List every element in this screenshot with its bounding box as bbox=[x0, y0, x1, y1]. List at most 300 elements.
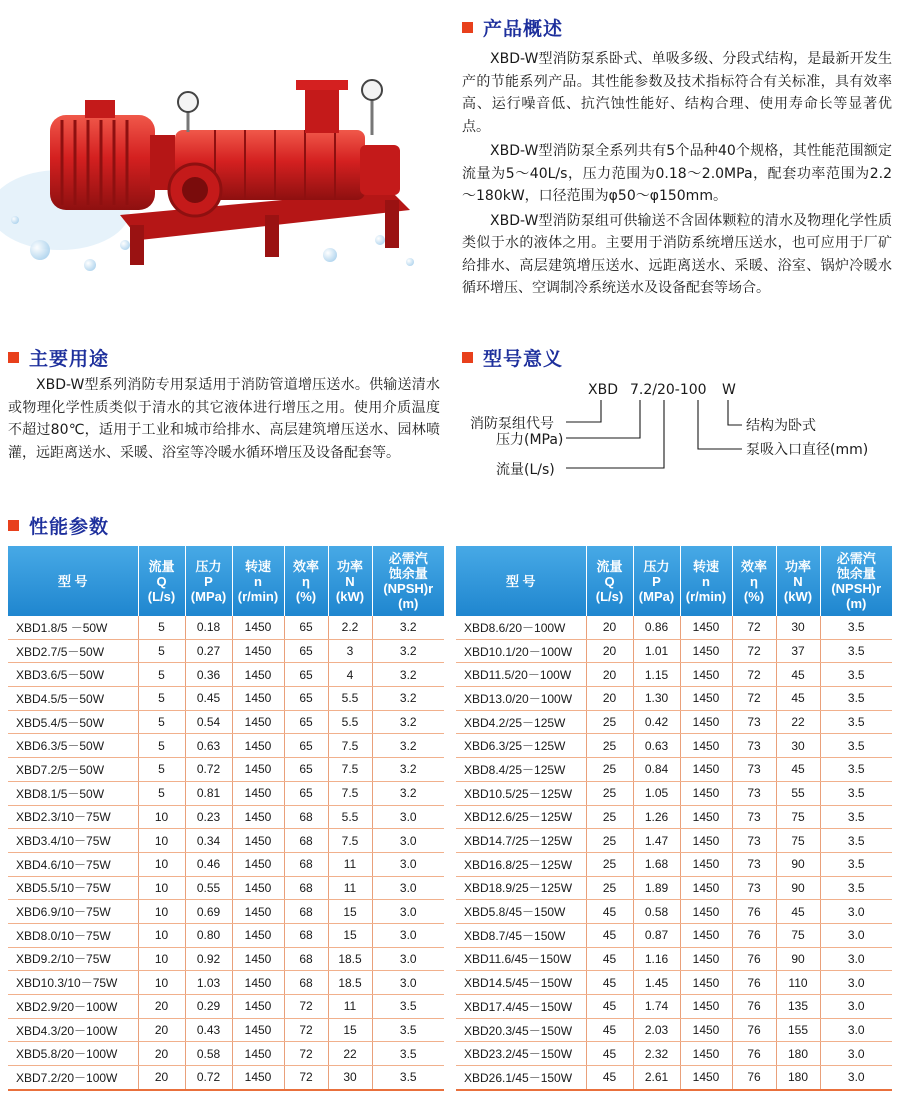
cell-model: XBD14.5/45－150W bbox=[456, 971, 586, 995]
header-line: 必需汽 bbox=[388, 551, 428, 566]
cell-speed: 1450 bbox=[680, 687, 732, 711]
cell-efficiency: 76 bbox=[732, 923, 776, 947]
table-row bbox=[456, 710, 892, 734]
header-line: (MPa) bbox=[638, 588, 675, 604]
cell-power: 155 bbox=[776, 1018, 820, 1042]
usage-title: 主要用途 bbox=[29, 347, 110, 370]
cell-speed: 1450 bbox=[232, 805, 284, 829]
cell-model: XBD8.7/45－150W bbox=[456, 923, 586, 947]
cell-efficiency: 73 bbox=[732, 781, 776, 805]
table-row bbox=[8, 852, 444, 876]
cell-speed: 1450 bbox=[232, 734, 284, 758]
cell-npsh: 3.2 bbox=[372, 710, 444, 734]
cell-model: XBD14.7/25－125W bbox=[456, 829, 586, 853]
header-efficiency bbox=[284, 546, 328, 616]
cell-power: 2.2 bbox=[328, 616, 372, 639]
performance-title: 性能参数 bbox=[29, 515, 110, 538]
cell-flow: 25 bbox=[586, 829, 633, 853]
header-pressure bbox=[185, 546, 232, 616]
cell-flow: 20 bbox=[586, 663, 633, 687]
header-line: N bbox=[793, 573, 803, 589]
cell-efficiency: 73 bbox=[732, 758, 776, 782]
performance-section bbox=[8, 512, 308, 538]
header-line: 效率 bbox=[740, 558, 767, 574]
model-meaning-heading bbox=[462, 344, 892, 370]
cell-power: 11 bbox=[328, 876, 372, 900]
header-efficiency bbox=[732, 546, 776, 616]
table-row bbox=[8, 1066, 444, 1090]
cell-power: 75 bbox=[776, 829, 820, 853]
cell-npsh: 3.0 bbox=[820, 995, 892, 1019]
cell-efficiency: 72 bbox=[732, 663, 776, 687]
cell-pressure: 0.84 bbox=[633, 758, 680, 782]
cell-efficiency: 68 bbox=[284, 900, 328, 924]
bullet-square-icon bbox=[462, 22, 473, 33]
cell-efficiency: 72 bbox=[732, 639, 776, 663]
cell-power: 90 bbox=[776, 947, 820, 971]
header-line: 蚀余量 bbox=[836, 566, 876, 581]
table-row bbox=[8, 971, 444, 995]
header-line: 转速 bbox=[692, 558, 719, 574]
cell-pressure: 0.27 bbox=[185, 639, 232, 663]
cell-npsh: 3.0 bbox=[820, 947, 892, 971]
cell-flow: 25 bbox=[586, 805, 633, 829]
cell-pressure: 0.81 bbox=[185, 781, 232, 805]
overview-paragraph: XBD-W型消防泵全系列共有5个品种40个规格，其性能范围额定流量为5～40L/s，压力范围为0.18～2.0MPa，配套功率范围为2.2～180kW，口径范围为φ50～φ150mm。 bbox=[462, 143, 892, 204]
cell-power: 11 bbox=[328, 852, 372, 876]
cell-efficiency: 76 bbox=[732, 1042, 776, 1066]
cell-pressure: 0.72 bbox=[185, 1066, 232, 1090]
cell-pressure: 0.29 bbox=[185, 995, 232, 1019]
code-structure: W bbox=[722, 382, 736, 398]
header-line: 必需汽 bbox=[836, 551, 876, 566]
bullet-square-icon bbox=[462, 352, 473, 363]
cell-flow: 5 bbox=[138, 639, 185, 663]
cell-flow: 45 bbox=[586, 1042, 633, 1066]
cell-model: XBD4.3/20－100W bbox=[8, 1018, 138, 1042]
table-row bbox=[8, 687, 444, 711]
cell-model: XBD6.3/25－125W bbox=[456, 734, 586, 758]
cell-speed: 1450 bbox=[232, 758, 284, 782]
cell-flow: 20 bbox=[138, 1042, 185, 1066]
cell-speed: 1450 bbox=[680, 852, 732, 876]
cell-flow: 25 bbox=[586, 876, 633, 900]
cell-speed: 1450 bbox=[680, 710, 732, 734]
table-row bbox=[8, 781, 444, 805]
cell-npsh: 3.5 bbox=[820, 616, 892, 639]
cell-model: XBD20.3/45－150W bbox=[456, 1018, 586, 1042]
header-line: (L/s) bbox=[147, 588, 176, 604]
cell-pressure: 0.63 bbox=[185, 734, 232, 758]
header-line: (kW) bbox=[783, 588, 813, 604]
table-row bbox=[8, 829, 444, 853]
cell-model: XBD3.4/10－75W bbox=[8, 829, 138, 853]
cell-speed: 1450 bbox=[680, 734, 732, 758]
header-line: 流量 bbox=[148, 558, 175, 574]
header-line: n bbox=[702, 573, 710, 589]
header-line: (NPSH)r bbox=[383, 581, 434, 596]
cell-npsh: 3.5 bbox=[372, 1042, 444, 1066]
cell-pressure: 0.45 bbox=[185, 687, 232, 711]
overview-heading bbox=[462, 14, 892, 40]
cell-model: XBD8.6/20－100W bbox=[456, 616, 586, 639]
cell-model: XBD3.6/5－50W bbox=[8, 663, 138, 687]
cell-npsh: 3.0 bbox=[372, 829, 444, 853]
cell-power: 45 bbox=[776, 900, 820, 924]
cell-efficiency: 65 bbox=[284, 616, 328, 639]
cell-speed: 1450 bbox=[232, 710, 284, 734]
cell-efficiency: 65 bbox=[284, 781, 328, 805]
cell-power: 37 bbox=[776, 639, 820, 663]
header-line: η bbox=[750, 573, 758, 589]
cell-efficiency: 65 bbox=[284, 639, 328, 663]
cell-efficiency: 68 bbox=[284, 971, 328, 995]
cell-model: XBD11.6/45－150W bbox=[456, 947, 586, 971]
cell-speed: 1450 bbox=[232, 1018, 284, 1042]
cell-model: XBD5.5/10－75W bbox=[8, 876, 138, 900]
cell-npsh: 3.0 bbox=[820, 1042, 892, 1066]
cell-flow: 10 bbox=[138, 876, 185, 900]
cell-flow: 45 bbox=[586, 1018, 633, 1042]
cell-speed: 1450 bbox=[232, 829, 284, 853]
cell-npsh: 3.5 bbox=[820, 876, 892, 900]
cell-flow: 45 bbox=[586, 947, 633, 971]
model-code-diagram bbox=[470, 378, 900, 488]
cell-power: 3 bbox=[328, 639, 372, 663]
table-row bbox=[8, 639, 444, 663]
cell-npsh: 3.5 bbox=[820, 758, 892, 782]
cell-flow: 20 bbox=[586, 639, 633, 663]
cell-speed: 1450 bbox=[232, 663, 284, 687]
cell-speed: 1450 bbox=[680, 900, 732, 924]
cell-pressure: 2.61 bbox=[633, 1066, 680, 1090]
cell-power: 7.5 bbox=[328, 781, 372, 805]
cell-npsh: 3.5 bbox=[820, 734, 892, 758]
cell-efficiency: 73 bbox=[732, 876, 776, 900]
cell-npsh: 3.0 bbox=[820, 923, 892, 947]
cell-pressure: 0.69 bbox=[185, 900, 232, 924]
header-line: (MPa) bbox=[190, 588, 227, 604]
cell-efficiency: 68 bbox=[284, 829, 328, 853]
label-flow: 流量(L/s) bbox=[496, 462, 555, 478]
cell-efficiency: 72 bbox=[732, 616, 776, 639]
cell-model: XBD1.8/5 －50W bbox=[8, 616, 138, 639]
cell-power: 4 bbox=[328, 663, 372, 687]
table-row bbox=[456, 829, 892, 853]
header-line: 压力 bbox=[643, 558, 670, 574]
cell-power: 45 bbox=[776, 663, 820, 687]
cell-flow: 20 bbox=[586, 616, 633, 639]
cell-efficiency: 68 bbox=[284, 852, 328, 876]
cell-speed: 1450 bbox=[680, 805, 732, 829]
cell-flow: 25 bbox=[586, 781, 633, 805]
cell-model: XBD16.8/25－125W bbox=[456, 852, 586, 876]
cell-efficiency: 76 bbox=[732, 900, 776, 924]
cell-speed: 1450 bbox=[232, 971, 284, 995]
header-line: 型 号 bbox=[57, 573, 88, 589]
table-row bbox=[8, 995, 444, 1019]
cell-model: XBD7.2/20－100W bbox=[8, 1066, 138, 1090]
cell-pressure: 1.15 bbox=[633, 663, 680, 687]
cell-model: XBD2.7/5－50W bbox=[8, 639, 138, 663]
cell-power: 30 bbox=[776, 616, 820, 639]
overview-paragraph: XBD-W型消防泵组可供输送不含固体颗粒的清水及物理化学性质类似于水的液体之用。主要用于消防系统增压送水，也可应用于厂矿给排水、高层建筑增压送水、远距离送水、采暖、浴室、锅炉冷暖水循环增压、空调制冷系统送水及设备配套等场合。 bbox=[462, 212, 892, 296]
table-row bbox=[8, 710, 444, 734]
bullet-square-icon bbox=[8, 352, 19, 363]
cell-power: 30 bbox=[328, 1066, 372, 1090]
header-line: η bbox=[302, 573, 310, 589]
cell-power: 135 bbox=[776, 995, 820, 1019]
cell-power: 180 bbox=[776, 1042, 820, 1066]
cell-pressure: 1.01 bbox=[633, 639, 680, 663]
header-line: 功率 bbox=[784, 558, 811, 574]
cell-speed: 1450 bbox=[232, 995, 284, 1019]
cell-pressure: 1.26 bbox=[633, 805, 680, 829]
code-spec: 7.2/20-100 bbox=[630, 382, 707, 398]
cell-speed: 1450 bbox=[232, 947, 284, 971]
cell-model: XBD11.5/20－100W bbox=[456, 663, 586, 687]
code-series: XBD bbox=[588, 382, 618, 398]
cell-npsh: 3.0 bbox=[372, 876, 444, 900]
overview-title: 产品概述 bbox=[483, 17, 564, 40]
cell-npsh: 3.5 bbox=[372, 995, 444, 1019]
header-line: 型 号 bbox=[505, 573, 536, 589]
cell-pressure: 0.43 bbox=[185, 1018, 232, 1042]
cell-efficiency: 68 bbox=[284, 923, 328, 947]
cell-speed: 1450 bbox=[680, 829, 732, 853]
cell-flow: 10 bbox=[138, 900, 185, 924]
table-row bbox=[8, 616, 444, 639]
cell-flow: 20 bbox=[586, 687, 633, 711]
cell-power: 30 bbox=[776, 734, 820, 758]
cell-efficiency: 73 bbox=[732, 829, 776, 853]
cell-pressure: 1.89 bbox=[633, 876, 680, 900]
cell-power: 15 bbox=[328, 923, 372, 947]
cell-model: XBD6.9/10－75W bbox=[8, 900, 138, 924]
cell-flow: 5 bbox=[138, 710, 185, 734]
table-row bbox=[456, 781, 892, 805]
cell-npsh: 3.5 bbox=[820, 829, 892, 853]
cell-power: 90 bbox=[776, 876, 820, 900]
cell-model: XBD5.8/20－100W bbox=[8, 1042, 138, 1066]
table-row bbox=[456, 734, 892, 758]
header-line: N bbox=[345, 573, 355, 589]
header-flow bbox=[586, 546, 633, 616]
cell-power: 15 bbox=[328, 1018, 372, 1042]
cell-flow: 25 bbox=[586, 710, 633, 734]
header-line: Q bbox=[156, 573, 167, 589]
cell-pressure: 0.58 bbox=[185, 1042, 232, 1066]
table-row bbox=[456, 995, 892, 1019]
cell-model: XBD8.1/5－50W bbox=[8, 781, 138, 805]
cell-npsh: 3.0 bbox=[372, 947, 444, 971]
performance-table-right bbox=[456, 546, 892, 1091]
table-row bbox=[8, 734, 444, 758]
label-structure: 结构为卧式 bbox=[746, 418, 816, 434]
cell-power: 7.5 bbox=[328, 758, 372, 782]
cell-speed: 1450 bbox=[232, 876, 284, 900]
cell-power: 110 bbox=[776, 971, 820, 995]
cell-pressure: 0.80 bbox=[185, 923, 232, 947]
table-row bbox=[456, 687, 892, 711]
cell-power: 45 bbox=[776, 687, 820, 711]
performance-table-left bbox=[8, 546, 444, 1091]
cell-speed: 1450 bbox=[680, 1066, 732, 1090]
cell-pressure: 0.55 bbox=[185, 876, 232, 900]
header-line: (kW) bbox=[335, 588, 365, 604]
table-row bbox=[8, 758, 444, 782]
cell-efficiency: 76 bbox=[732, 947, 776, 971]
cell-pressure: 0.54 bbox=[185, 710, 232, 734]
bullet-square-icon bbox=[8, 520, 19, 531]
header-power bbox=[328, 546, 372, 616]
header-power bbox=[776, 546, 820, 616]
cell-pressure: 0.23 bbox=[185, 805, 232, 829]
cell-model: XBD2.3/10－75W bbox=[8, 805, 138, 829]
cell-pressure: 2.03 bbox=[633, 1018, 680, 1042]
label-inlet: 泵吸入口直径(mm) bbox=[746, 442, 869, 458]
cell-efficiency: 65 bbox=[284, 663, 328, 687]
cell-pressure: 0.58 bbox=[633, 900, 680, 924]
header-npsh bbox=[820, 546, 892, 616]
cell-speed: 1450 bbox=[232, 852, 284, 876]
header-line: 蚀余量 bbox=[388, 566, 428, 581]
table-header-row bbox=[456, 546, 892, 616]
cell-power: 22 bbox=[776, 710, 820, 734]
cell-model: XBD5.4/5－50W bbox=[8, 710, 138, 734]
cell-flow: 45 bbox=[586, 1066, 633, 1090]
cell-pressure: 0.34 bbox=[185, 829, 232, 853]
cell-npsh: 3.2 bbox=[372, 758, 444, 782]
cell-speed: 1450 bbox=[232, 923, 284, 947]
header-line: 功率 bbox=[336, 558, 363, 574]
cell-speed: 1450 bbox=[680, 616, 732, 639]
cell-npsh: 3.5 bbox=[820, 805, 892, 829]
cell-power: 22 bbox=[328, 1042, 372, 1066]
cell-pressure: 0.63 bbox=[633, 734, 680, 758]
table-row bbox=[456, 852, 892, 876]
cell-flow: 10 bbox=[138, 971, 185, 995]
cell-flow: 20 bbox=[138, 1066, 185, 1090]
cell-flow: 25 bbox=[586, 852, 633, 876]
cell-efficiency: 76 bbox=[732, 995, 776, 1019]
cell-npsh: 3.2 bbox=[372, 781, 444, 805]
cell-pressure: 1.16 bbox=[633, 947, 680, 971]
header-line: (%) bbox=[743, 588, 765, 604]
cell-speed: 1450 bbox=[680, 639, 732, 663]
cell-flow: 5 bbox=[138, 734, 185, 758]
cell-power: 15 bbox=[328, 900, 372, 924]
cell-efficiency: 68 bbox=[284, 947, 328, 971]
table-row bbox=[8, 663, 444, 687]
cell-npsh: 3.0 bbox=[372, 971, 444, 995]
header-line: P bbox=[204, 573, 213, 589]
cell-model: XBD5.8/45－150W bbox=[456, 900, 586, 924]
cell-npsh: 3.5 bbox=[820, 852, 892, 876]
table-row bbox=[456, 1066, 892, 1090]
table-row bbox=[8, 947, 444, 971]
cell-power: 75 bbox=[776, 805, 820, 829]
cell-speed: 1450 bbox=[232, 687, 284, 711]
cell-npsh: 3.0 bbox=[820, 971, 892, 995]
header-model bbox=[8, 546, 138, 616]
cell-flow: 45 bbox=[586, 995, 633, 1019]
cell-efficiency: 65 bbox=[284, 758, 328, 782]
header-line: (m) bbox=[846, 596, 867, 611]
cell-npsh: 3.5 bbox=[820, 663, 892, 687]
label-series-code: 消防泵组代号 bbox=[470, 416, 554, 432]
cell-power: 45 bbox=[776, 758, 820, 782]
table-row bbox=[456, 663, 892, 687]
cell-npsh: 3.2 bbox=[372, 687, 444, 711]
cell-speed: 1450 bbox=[680, 663, 732, 687]
cell-npsh: 3.0 bbox=[372, 923, 444, 947]
table-row bbox=[8, 876, 444, 900]
cell-npsh: 3.5 bbox=[820, 781, 892, 805]
model-meaning-title: 型号意义 bbox=[483, 347, 564, 370]
cell-flow: 25 bbox=[586, 758, 633, 782]
cell-model: XBD10.5/25－125W bbox=[456, 781, 586, 805]
cell-pressure: 0.42 bbox=[633, 710, 680, 734]
cell-model: XBD9.2/10－75W bbox=[8, 947, 138, 971]
cell-model: XBD10.3/10－75W bbox=[8, 971, 138, 995]
cell-npsh: 3.0 bbox=[820, 1066, 892, 1090]
usage-section bbox=[8, 344, 440, 464]
cell-npsh: 3.5 bbox=[372, 1018, 444, 1042]
header-line: Q bbox=[604, 573, 615, 589]
cell-flow: 5 bbox=[138, 616, 185, 639]
header-line: 转速 bbox=[244, 558, 271, 574]
table-row bbox=[456, 923, 892, 947]
cell-model: XBD13.0/20－100W bbox=[456, 687, 586, 711]
cell-pressure: 1.45 bbox=[633, 971, 680, 995]
cell-power: 5.5 bbox=[328, 687, 372, 711]
cell-efficiency: 65 bbox=[284, 734, 328, 758]
pump-product-image bbox=[0, 40, 440, 290]
label-pressure: 压力(MPa) bbox=[496, 432, 564, 448]
header-line: (r/min) bbox=[685, 588, 727, 604]
cell-efficiency: 65 bbox=[284, 710, 328, 734]
cell-speed: 1450 bbox=[680, 947, 732, 971]
cell-speed: 1450 bbox=[680, 758, 732, 782]
cell-speed: 1450 bbox=[680, 971, 732, 995]
cell-power: 7.5 bbox=[328, 734, 372, 758]
cell-model: XBD8.4/25－125W bbox=[456, 758, 586, 782]
cell-power: 18.5 bbox=[328, 971, 372, 995]
header-flow bbox=[138, 546, 185, 616]
usage-paragraph: XBD-W型系列消防专用泵适用于消防管道增压送水。供输送清水或物理化学性质类似于清水的其它液体进行增压之用。使用介质温度不超过80℃，适用于工业和城市给排水、高层建筑增压送水、园林喷灌，远距离送水、采暖、浴室等冷暖水循环增压及设备配套等。 bbox=[8, 377, 440, 461]
cell-npsh: 3.5 bbox=[820, 639, 892, 663]
cell-pressure: 1.74 bbox=[633, 995, 680, 1019]
cell-flow: 20 bbox=[138, 995, 185, 1019]
cell-model: XBD10.1/20－100W bbox=[456, 639, 586, 663]
performance-heading bbox=[8, 512, 308, 538]
overview-section bbox=[462, 14, 892, 300]
cell-speed: 1450 bbox=[232, 900, 284, 924]
table-row bbox=[456, 758, 892, 782]
cell-model: XBD12.6/25－125W bbox=[456, 805, 586, 829]
cell-flow: 5 bbox=[138, 781, 185, 805]
header-line: 压力 bbox=[195, 558, 222, 574]
table-row bbox=[456, 876, 892, 900]
cell-speed: 1450 bbox=[232, 616, 284, 639]
cell-speed: 1450 bbox=[680, 781, 732, 805]
cell-speed: 1450 bbox=[232, 639, 284, 663]
header-line: (%) bbox=[295, 588, 317, 604]
header-line: 流量 bbox=[596, 558, 623, 574]
cell-efficiency: 65 bbox=[284, 687, 328, 711]
cell-flow: 10 bbox=[138, 923, 185, 947]
